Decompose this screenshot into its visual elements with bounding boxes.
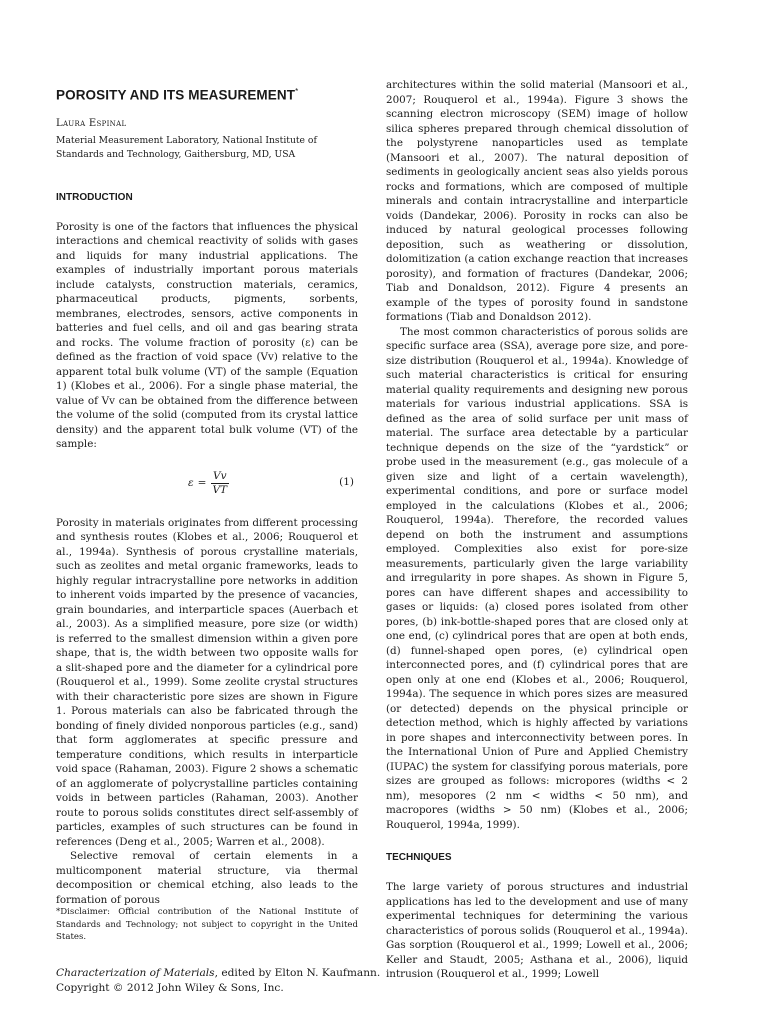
right-column <box>386 78 688 982</box>
body-paragraph: Porosity is one of the factors that influences the physical interactions and chemical reactivity of solids with gases and liquids for many industrial applications. The examples of industrially important porous materials include catalysts, construction materials, ceramics, pharmaceutical products, pigments, sorbents, membranes, electrodes, sensors, active components in batteries and fuel cells, and oil and gas bearing strata and rocks. The volume fraction of porosity (ε) can be defined as the fraction of void space (Vv) relative to the apparent total bulk volume (VT) of the sample (Equation 1) (Klobes et al., 2006). For a single phase material, the value of Vv can be obtained from the difference between the volume of the solid (computed from its crystal lattice density) and the apparent total bulk volume (VT) of the sample: <box>56 220 358 450</box>
book-credit <box>56 966 416 995</box>
body-paragraph: The large variety of porous structures and industrial applications has led to the development and use of many experimental techniques for determining the various characteristics of porous solids (Rouquerol et al., 1994a). Gas sorption (Rouquerol et al., 1999; Lowell et al., 2006; Keller and Staudt, 2005; Asthana et al., 2006), liquid intrusion (Rouquerol et al., 1999; Lowell <box>386 881 688 980</box>
left-column <box>56 78 358 907</box>
author-affiliation: Material Measurement Laboratory, National Institute of Standards and Technology, Gaithersburg, MD, USA <box>56 134 317 160</box>
body-paragraph: architectures within the solid material (Mansoori et al., 2007; Rouquerol et al., 1994a). Figure 3 shows the scanning electron microscopy (SEM) image of hollow silica spheres prepared through chemical dissolution of the polystyrene nanoparticles used as template (Mansoori et al., 2007). The natural deposition of sediments in geologically ancient seas also yields porous rocks and formations, which are composed of multiple minerals and contain intracrystalline and interparticle voids (Dandekar, 2006). Porosity in rocks can also be induced by natural geological processes following deposition, such as weathering or dissolution, dolomitization (a cation exchange reaction that increases porosity), and formation of fractures (Dandekar, 2006; Tiab and Donaldson, 2012). Figure 4 presents an example of the types of porosity found in sandstone formations (Tiab and Donaldson 2012). <box>386 79 688 323</box>
body-paragraph: Selective removal of certain elements in a multicomponent material structure, via thermal decomposition or chemical etching, also leads to the formation of porous <box>56 850 358 906</box>
equation-body <box>188 470 229 497</box>
section-heading-techniques: TECHNIQUES <box>386 852 452 863</box>
article-title-text: POROSITY AND ITS MEASUREMENT <box>56 87 296 103</box>
disclaimer-mark: * <box>295 87 299 96</box>
section-heading-introduction: INTRODUCTION <box>56 191 133 203</box>
article-title <box>56 82 358 106</box>
disclaimer-footnote: *Disclaimer: Official contribution of the National Institute of Standards and Technology; not subject to copyright in the United States. <box>56 907 358 942</box>
equation-lhs: ε <box>188 477 194 489</box>
book-credit-line <box>56 966 416 981</box>
book-editor: , edited by Elton N. Kaufmann. <box>214 967 381 979</box>
copyright-line: Copyright © 2012 John Wiley & Sons, Inc. <box>56 981 284 994</box>
equation-fraction <box>210 470 229 497</box>
equation-number: (1) <box>339 475 354 488</box>
body-paragraph: The most common characteristics of porous solids are specific surface area (SSA), average pore size, and pore-size distribution (Rouquerol et al., 1994a). Knowledge of such material characteristics is critical for ensuring material quality requirements and designing new porous materials for various industrial applications. SSA is defined as the area of solid surface per unit mass of material. The surface area detectable by a particular technique depends on the size of the “yardstick” or probe used in the measurement (e.g., gas molecule of a given size and light of a certain wavelength), experimental conditions, and pore or surface model employed in the calculations (Klobes et al., 2006; Rouquerol, 1994a). Therefore, the recorded values depend on both the instrument and assumptions employed. Complexities also exist for pore-size measurements, particularly given the large variability and irregularity in pore shapes. As shown in Figure 5, pores can have different shapes and accessibility to gases or liquids: (a) closed pores isolated from other pores, (b) ink-bottle-shaped pores that are closed only at one end, (c) cylindrical pores that are open at both ends, (d) funnel-shaped open pores, (e) cylindrical open interconnected pores, and (f) cylindrical pores that are open only at one end (Klobes et al., 2006; Rouquerol, 1994a). The sequence in which pores sizes are measured (or detected) depends on the physical principle or detection method, which is highly affected by variations in pore shapes and interconnectivity between pores. In the International Union of Pure and Applied Chemistry (IUPAC) the system for classifying porous materials, pore sizes are grouped as follows: micropores (widths < 2 nm), mesopores (2 nm < widths < 50 nm), and macropores (widths > 50 nm) (Klobes et al., 2006; Rouquerol, 1994a, 1999). <box>386 325 688 831</box>
equation-numerator: Vv <box>212 469 227 482</box>
equation-1 <box>56 466 358 506</box>
body-paragraph: Porosity in materials originates from different processing and synthesis routes (Klobes et al., 2006; Rouquerol et al., 1994a). Synthesis of porous crystalline materials, such as zeolites and metal organic frameworks, leads to highly regular intracrystalline pore networks in addition to inherent voids imparted by the presence of vacancies, grain boundaries, and interparticle spaces (Auerbach et al., 2003). As a simplified measure, pore size (or width) is referred to the smallest dimension within a given pore shape, that is, the width between two opposite walls for a slit-shaped pore and the diameter for a cylindrical pore (Rouquerol et al., 1999). Some zeolite crystal structures with their characteristic pore sizes are shown in Figure 1. Porous materials can also be fabricated through the bonding of finely divided nonporous particles (e.g., sand) that form agglomerates at specific pressure and temperature conditions, which results in interparticle void space (Rahaman, 2003). Figure 2 shows a schematic of an agglomerate of polycrystalline particles containing voids in between particles (Rahaman, 2003). Another route to porous solids constitutes direct self-assembly of particles, examples of such structures can be found in references (Deng et al., 2005; Warren et al., 2008). <box>56 516 359 848</box>
author-name: Laura Espinal <box>56 117 127 129</box>
equation-equals: = <box>197 477 207 489</box>
equation-denominator: VT <box>212 483 228 496</box>
book-title: Characterization of Materials <box>56 967 215 979</box>
